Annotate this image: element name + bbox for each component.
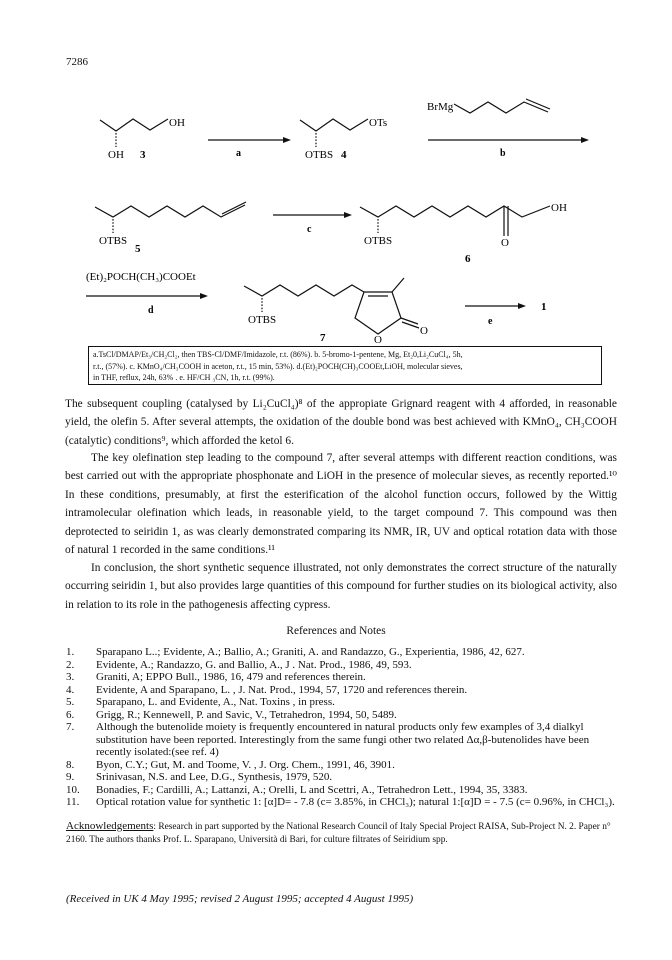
reference-item (66, 759, 616, 772)
reference-text: Sparapano L..; Evidente, A.; Ballio, A.; Graniti, A. and Randazzo, G., Experientia, 1986, 42, 627. (96, 646, 525, 658)
oh-label: OH (551, 202, 567, 214)
compound-number: 6 (465, 253, 471, 265)
reference-text: Grigg, R.; Kennewell, P. and Savic, V., Tetrahedron, 1994, 50, 5489. (96, 708, 397, 721)
body-paragraph: The subsequent coupling (catalysed by Li₂CuCl₄)⁸ of the appropiate Grignard reagent with 4 afforded, in reasonable yield, the olefin 5. After several attempts, the oxidation of the double bond was best achieved with KMnO₄, CH₃COOH (catalytic) conditions⁹, which afforded the ketol 6. (65, 398, 617, 447)
reference-item (66, 696, 616, 709)
reference-number: 7. (66, 721, 75, 733)
reference-item (66, 684, 616, 697)
compound-5-skeleton (95, 205, 245, 217)
reagent-label: (Et)₂POCH(CH₃)COOEt (86, 271, 196, 283)
reference-item (66, 671, 616, 684)
caption-line: r.t., (57%). c. KMnO₄/CH₃COOH in aceton, r.t., 15 min, 53%). d.(Et)₂POCH(CH)₃COOEt,LiOH, molecular sieves, (93, 361, 463, 371)
reference-text: Optical rotation value for synthetic 1: [α]D= - 7.8 (c= 3.85%, in CHCl₃); natural 1:[α]D = - 7.5 (c= 0.96%, in CHCl₃). (96, 796, 615, 808)
compound-7-skeleton (244, 285, 364, 296)
caption-line: a.TsCl/DMAP/Et₃/CH₂Cl₂, then TBS-Cl/DMF/Imidazole, r.t. (86%). b. 5-bromo-1-pentene, Mg, Et₂0,Li₂CuCl₄, 5h, (93, 350, 463, 359)
compound-number: 3 (140, 149, 146, 161)
caption-line: in THF, reflux, 24h, 63% . e. HF/CH ₃CN, 1h, r.t. (99%). (93, 373, 275, 382)
compound-number: 7 (320, 332, 326, 344)
otbs-label: OTBS (99, 235, 128, 247)
scheme-caption (88, 346, 602, 385)
reference-number: 4. (66, 683, 75, 696)
reference-number: 1. (66, 646, 75, 658)
compound-number: 4 (341, 149, 347, 161)
reference-number: 8. (66, 758, 75, 771)
step-label: c (307, 224, 312, 235)
received-dates: (Received in UK 4 May 1995; revised 2 August 1995; accepted 4 August 1995) (66, 893, 414, 905)
reference-item (66, 784, 616, 797)
reference-number: 6. (66, 708, 75, 721)
butenolide-ring (355, 292, 401, 334)
reference-item (66, 709, 616, 722)
otbs-label: OTBS (305, 149, 334, 161)
reference-text: Byon, C.Y.; Gut, M. and Toome, V. , J. Org. Chem., 1991, 46, 3901. (96, 758, 395, 771)
reference-item (66, 659, 616, 672)
reference-number: 3. (66, 671, 75, 683)
compound-number: 5 (135, 243, 141, 255)
references-list (66, 646, 616, 809)
grignard-skeleton (454, 102, 548, 113)
synthesis-scheme (0, 0, 672, 345)
ketone-oxygen: O (501, 237, 509, 249)
compound-4-skeleton (300, 119, 368, 131)
reference-text: Evidente, A and Sparapano, L. , J. Nat. Prod., 1994, 57, 1720 and references therein. (96, 683, 468, 696)
brmg-label: BrMg (427, 101, 454, 113)
acknowledgements (66, 820, 616, 846)
step-label: d (148, 305, 154, 316)
reference-number: 11. (66, 796, 80, 808)
step-label: a (236, 148, 241, 159)
otbs-label: OTBS (364, 235, 393, 247)
oh-label: OH (108, 149, 124, 161)
reference-text: Srinivasan, N.S. and Lee, D.G., Synthesis, 1979, 520. (96, 771, 333, 783)
ring-oxygen: O (374, 334, 382, 345)
references-heading: References and Notes (286, 625, 386, 637)
step-label: b (500, 148, 506, 159)
reference-text: Bonadies, F.; Cardilli, A.; Lattanzi, A.; Orelli, L and Scettri, A., Tetrahedron Lett., 1994, 35, 3383. (96, 783, 528, 796)
reference-item (66, 646, 616, 659)
otbs-label: OTBS (248, 314, 277, 326)
acknowledgements-text: : Research in part supported by the National Research Council of Italy Special Project RAISA, Sub-Project N. 2. Paper n° 2160. The authors thanks Prof. L. Sparapano, Università di Bari, for culture filtrates of Seiridium spp. (66, 822, 611, 845)
carbonyl-oxygen: O (420, 325, 428, 337)
reference-text: Although the butenolide moiety is frequently encountered in natural products only few examples of 3,4 dialkyl substitution have been reported. Interestingly from the same fungi other two related Δα,β-butenolides have been recently isolated:(see ref. 4) (96, 721, 590, 758)
acknowledgements-label: Acknowledgements (66, 820, 154, 832)
reference-item (66, 721, 616, 759)
reference-text: Sparapano, L. and Evidente, A., Nat. Toxins , in press. (96, 696, 335, 708)
body-paragraph: The key olefination step leading to the compound 7, after several attemps with different reaction conditions, was best carried out with the appropriate phosphonate and LiOH in the presence of molecular sieves, as recently reported.¹⁰ In these conditions, presumably, at first the esterification of the alcohol function occurs, followed by the Wittig intramolecular olefination which leads, in reasonable yield, to the target compound 7. This compound was then deprotected to seiridin 1, as was clearly demonstrated comparing its NMR, IR, UV and optical rotation data with those of natural 1 recorded in the same conditions.¹¹ (65, 452, 617, 557)
reference-text: Evidente, A.; Randazzo, G. and Ballio, A., J . Nat. Prod., 1986, 49, 593. (96, 658, 412, 671)
ots-label: OTs (369, 117, 388, 129)
compound-6-skeleton (360, 206, 550, 217)
reference-text: Graniti, A; EPPO Bull., 1986, 16, 479 and references therein. (96, 671, 366, 683)
step-label: e (488, 316, 493, 327)
reference-item (66, 796, 616, 809)
reference-number: 10. (66, 783, 80, 796)
body-paragraph: In conclusion, the short synthetic sequence illustrated, not only demonstrates the correct structure of the naturally occurring seiridin 1, but also provides large quantities of this compound for further studies on its biological activity, also in relation to its role in the pathogenesis affecting cypress. (65, 562, 617, 611)
compound-number: 1 (541, 301, 547, 313)
compound-3-skeleton (100, 119, 168, 131)
reference-number: 5. (66, 696, 75, 708)
reference-number: 9. (66, 771, 75, 783)
reference-item (66, 771, 616, 784)
oh-label: OH (169, 117, 185, 129)
reference-number: 2. (66, 658, 75, 671)
page-number: 7286 (66, 56, 88, 68)
